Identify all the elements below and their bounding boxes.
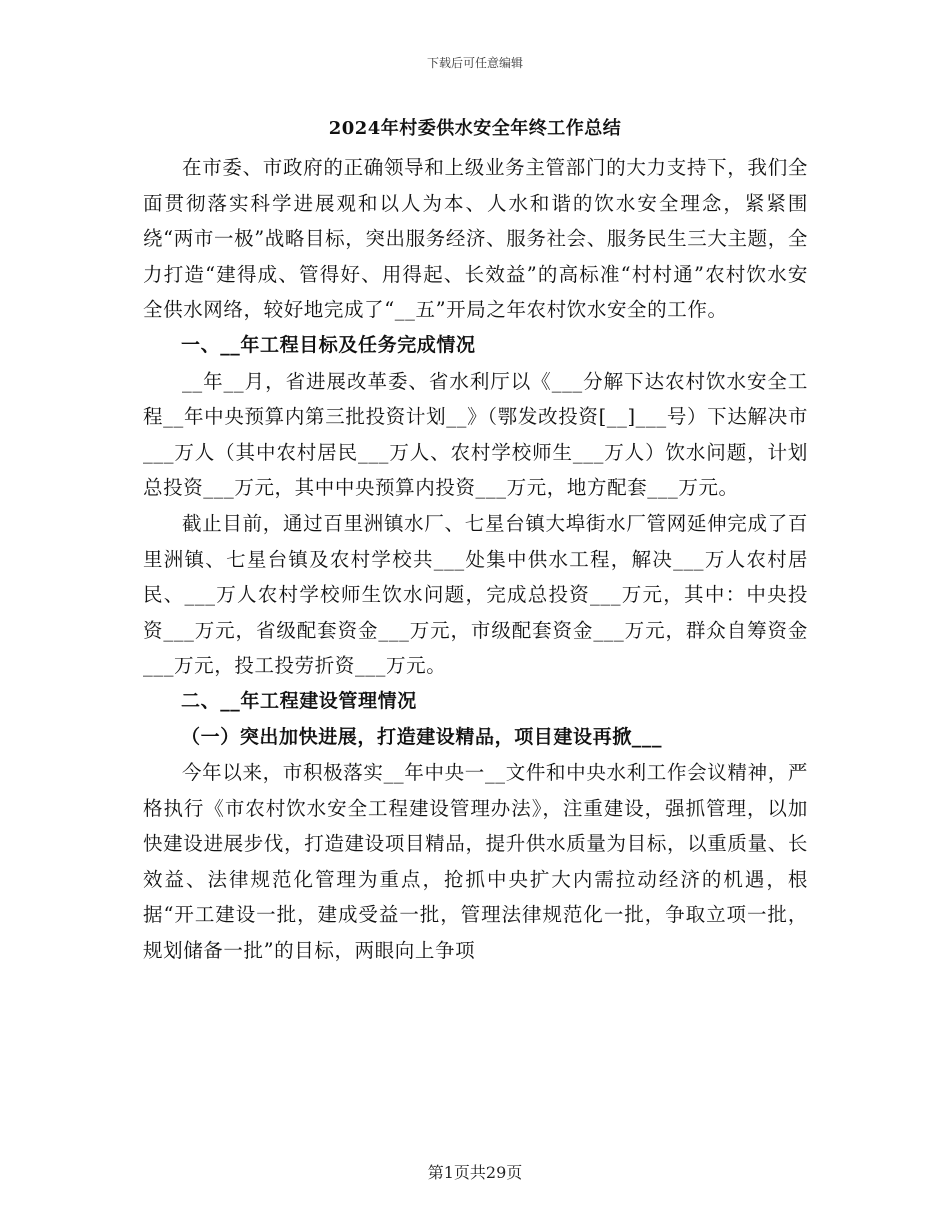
page-number: 第1页共29页 xyxy=(427,1163,523,1182)
section-2-paragraph-1: 今年以来，市积极落实__年中央一__文件和中央水利工作会议精神，严格执行《市农村饮水安全工程建设管理办法》，注重建设，强抓管理，以加快建设进展步伐，打造建设项目精品，提升供水质量为目标，以重质量、长效益、法律规范化管理为重点，抢抓中央扩大内需拉动经济的机遇，根据“开工建设一批，建成受益一批，管理法律规范化一批，争取立项一批，规划储备一批”的目标，两眼向上争项 xyxy=(143,761,808,963)
document-body xyxy=(143,150,808,969)
section-1-paragraph-2: 截止目前，通过百里洲镇水厂、七星台镇大埠街水厂管网延伸完成了百里洲镇、七星台镇及农村学校共___处集中供水工程，解决___万人农村居民、___万人农村学校师生饮水问题，完成总投资___万元，其中：中央投资___万元，省级配套资金___万元，市级配套资金___万元，群众自筹资金___万元，投工投劳折资___万元。 xyxy=(143,511,808,678)
section-heading-2: 二、__年工程建设管理情况 xyxy=(181,689,417,712)
section-heading-1: 一、__年工程目标及任务完成情况 xyxy=(181,333,476,356)
section-1-paragraph-1: __年__月，省进展改革委、省水利厅以《___分解下达农村饮水安全工程__年中央预算内第三批投资计划__》（鄂发改投资[__]___号）下达解决市___万人（其中农村居民___万人、农村学校师生___万人）饮水问题，计划总投资___万元，其中中央预算内投资___万元，地方配套___万元。 xyxy=(143,369,808,500)
subsection-heading-1: （一）突出加快进展，打造建设精品，项目建设再掀___ xyxy=(181,725,663,748)
intro-paragraph: 在市委、市政府的正确领导和上级业务主管部门的大力支持下，我们全面贯彻落实科学进展观和以人为本、人水和谐的饮水安全理念，紧紧围绕“两市一极”战略目标，突出服务经济、服务社会、服务民生三大主题，全力打造“建得成、管得好、用得起、长效益”的高标准“村村通”农村饮水安全供水网络，较好地完成了“__五”开局之年农村饮水安全的工作。 xyxy=(143,156,808,322)
document-title: 2024年村委供水安全年终工作总结 xyxy=(328,118,622,139)
header-note: 下载后可任意编辑 xyxy=(426,56,523,70)
